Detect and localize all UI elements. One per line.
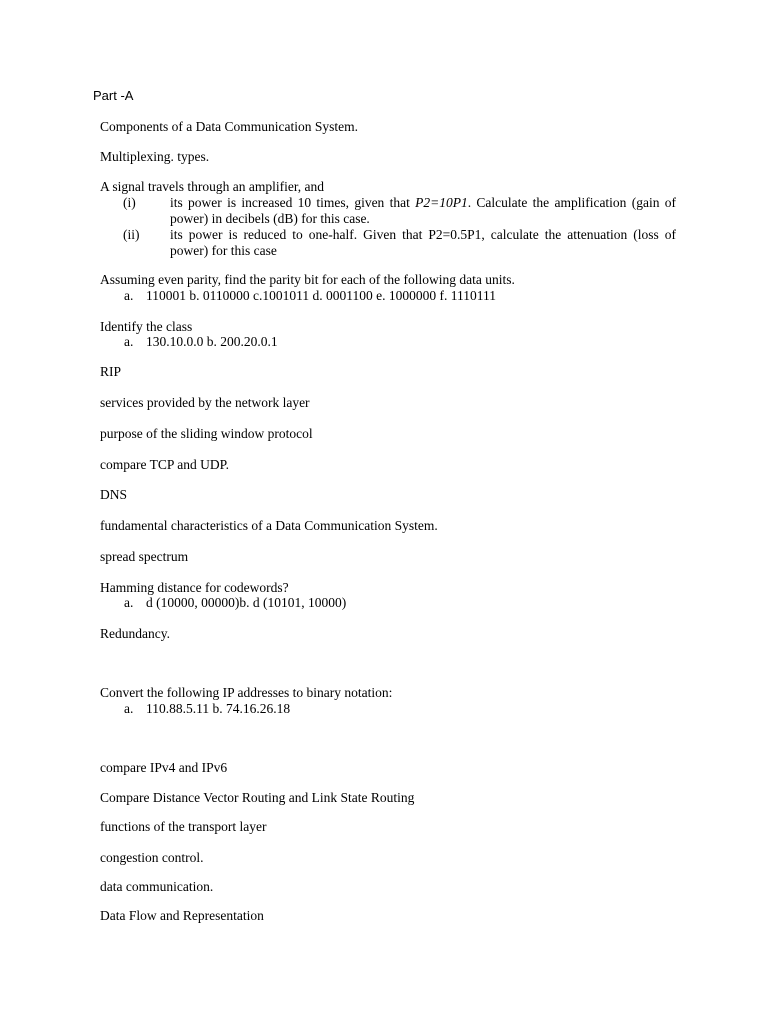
question-convert-ip: Convert the following IP addresses to binary notation: bbox=[100, 685, 393, 700]
question-ipv4-ipv6: compare IPv4 and IPv6 bbox=[100, 760, 228, 775]
parity-values: 110001 b. 0110000 c.1001011 d. 0001100 e. 1000000 f. 1110111 bbox=[146, 288, 496, 303]
class-values: 130.10.0.0 b. 200.20.0.1 bbox=[146, 334, 278, 349]
roman-label-i: (i) bbox=[123, 195, 136, 210]
part-i-math: P2=10P1 bbox=[415, 195, 468, 210]
question-components: Components of a Data Communication System. bbox=[100, 119, 358, 134]
question-congestion: congestion control. bbox=[100, 850, 204, 865]
question-sliding-window: purpose of the sliding window protocol bbox=[100, 426, 313, 441]
roman-label-ii: (ii) bbox=[123, 227, 140, 242]
question-dns: DNS bbox=[100, 487, 128, 502]
question-data-communication: data communication. bbox=[100, 879, 214, 894]
part-i-text-before: its power is increased 10 times, given that bbox=[170, 195, 416, 210]
question-rip: RIP bbox=[100, 364, 122, 379]
part-i-text bbox=[170, 195, 676, 227]
question-spread-spectrum: spread spectrum bbox=[100, 549, 189, 564]
question-redundancy: Redundancy. bbox=[100, 626, 170, 641]
class-label-a: a. bbox=[124, 334, 134, 349]
question-transport: functions of the transport layer bbox=[100, 819, 267, 834]
question-hamming: Hamming distance for codewords? bbox=[100, 580, 289, 595]
question-multiplexing: Multiplexing. types. bbox=[100, 149, 210, 164]
part-ii-text: its power is reduced to one-half. Given that P2=0.5P1, calculate the attenuation (loss of power) for this case bbox=[170, 227, 676, 258]
question-fundamental: fundamental characteristics of a Data Communication System. bbox=[100, 518, 438, 533]
convert-values: 110.88.5.11 b. 74.16.26.18 bbox=[146, 701, 291, 716]
parity-label-a: a. bbox=[124, 288, 134, 303]
question-signal-intro: A signal travels through an amplifier, and bbox=[100, 179, 325, 194]
question-routing: Compare Distance Vector Routing and Link State Routing bbox=[100, 790, 415, 805]
part-i-text-after: . Calculate the amplification (gain of power) in decibels (dB) for this case. bbox=[170, 195, 676, 226]
question-tcp-udp: compare TCP and UDP. bbox=[100, 457, 229, 472]
hamming-label-a: a. bbox=[124, 595, 134, 610]
question-services: services provided by the network layer bbox=[100, 395, 310, 410]
question-class: Identify the class bbox=[100, 319, 193, 334]
convert-label-a: a. bbox=[124, 701, 134, 716]
question-data-flow: Data Flow and Representation bbox=[100, 908, 264, 923]
part-heading: Part -A bbox=[93, 88, 134, 103]
hamming-values: d (10000, 00000)b. d (10101, 10000) bbox=[146, 595, 347, 610]
question-parity: Assuming even parity, find the parity bit for each of the following data units. bbox=[100, 272, 515, 287]
